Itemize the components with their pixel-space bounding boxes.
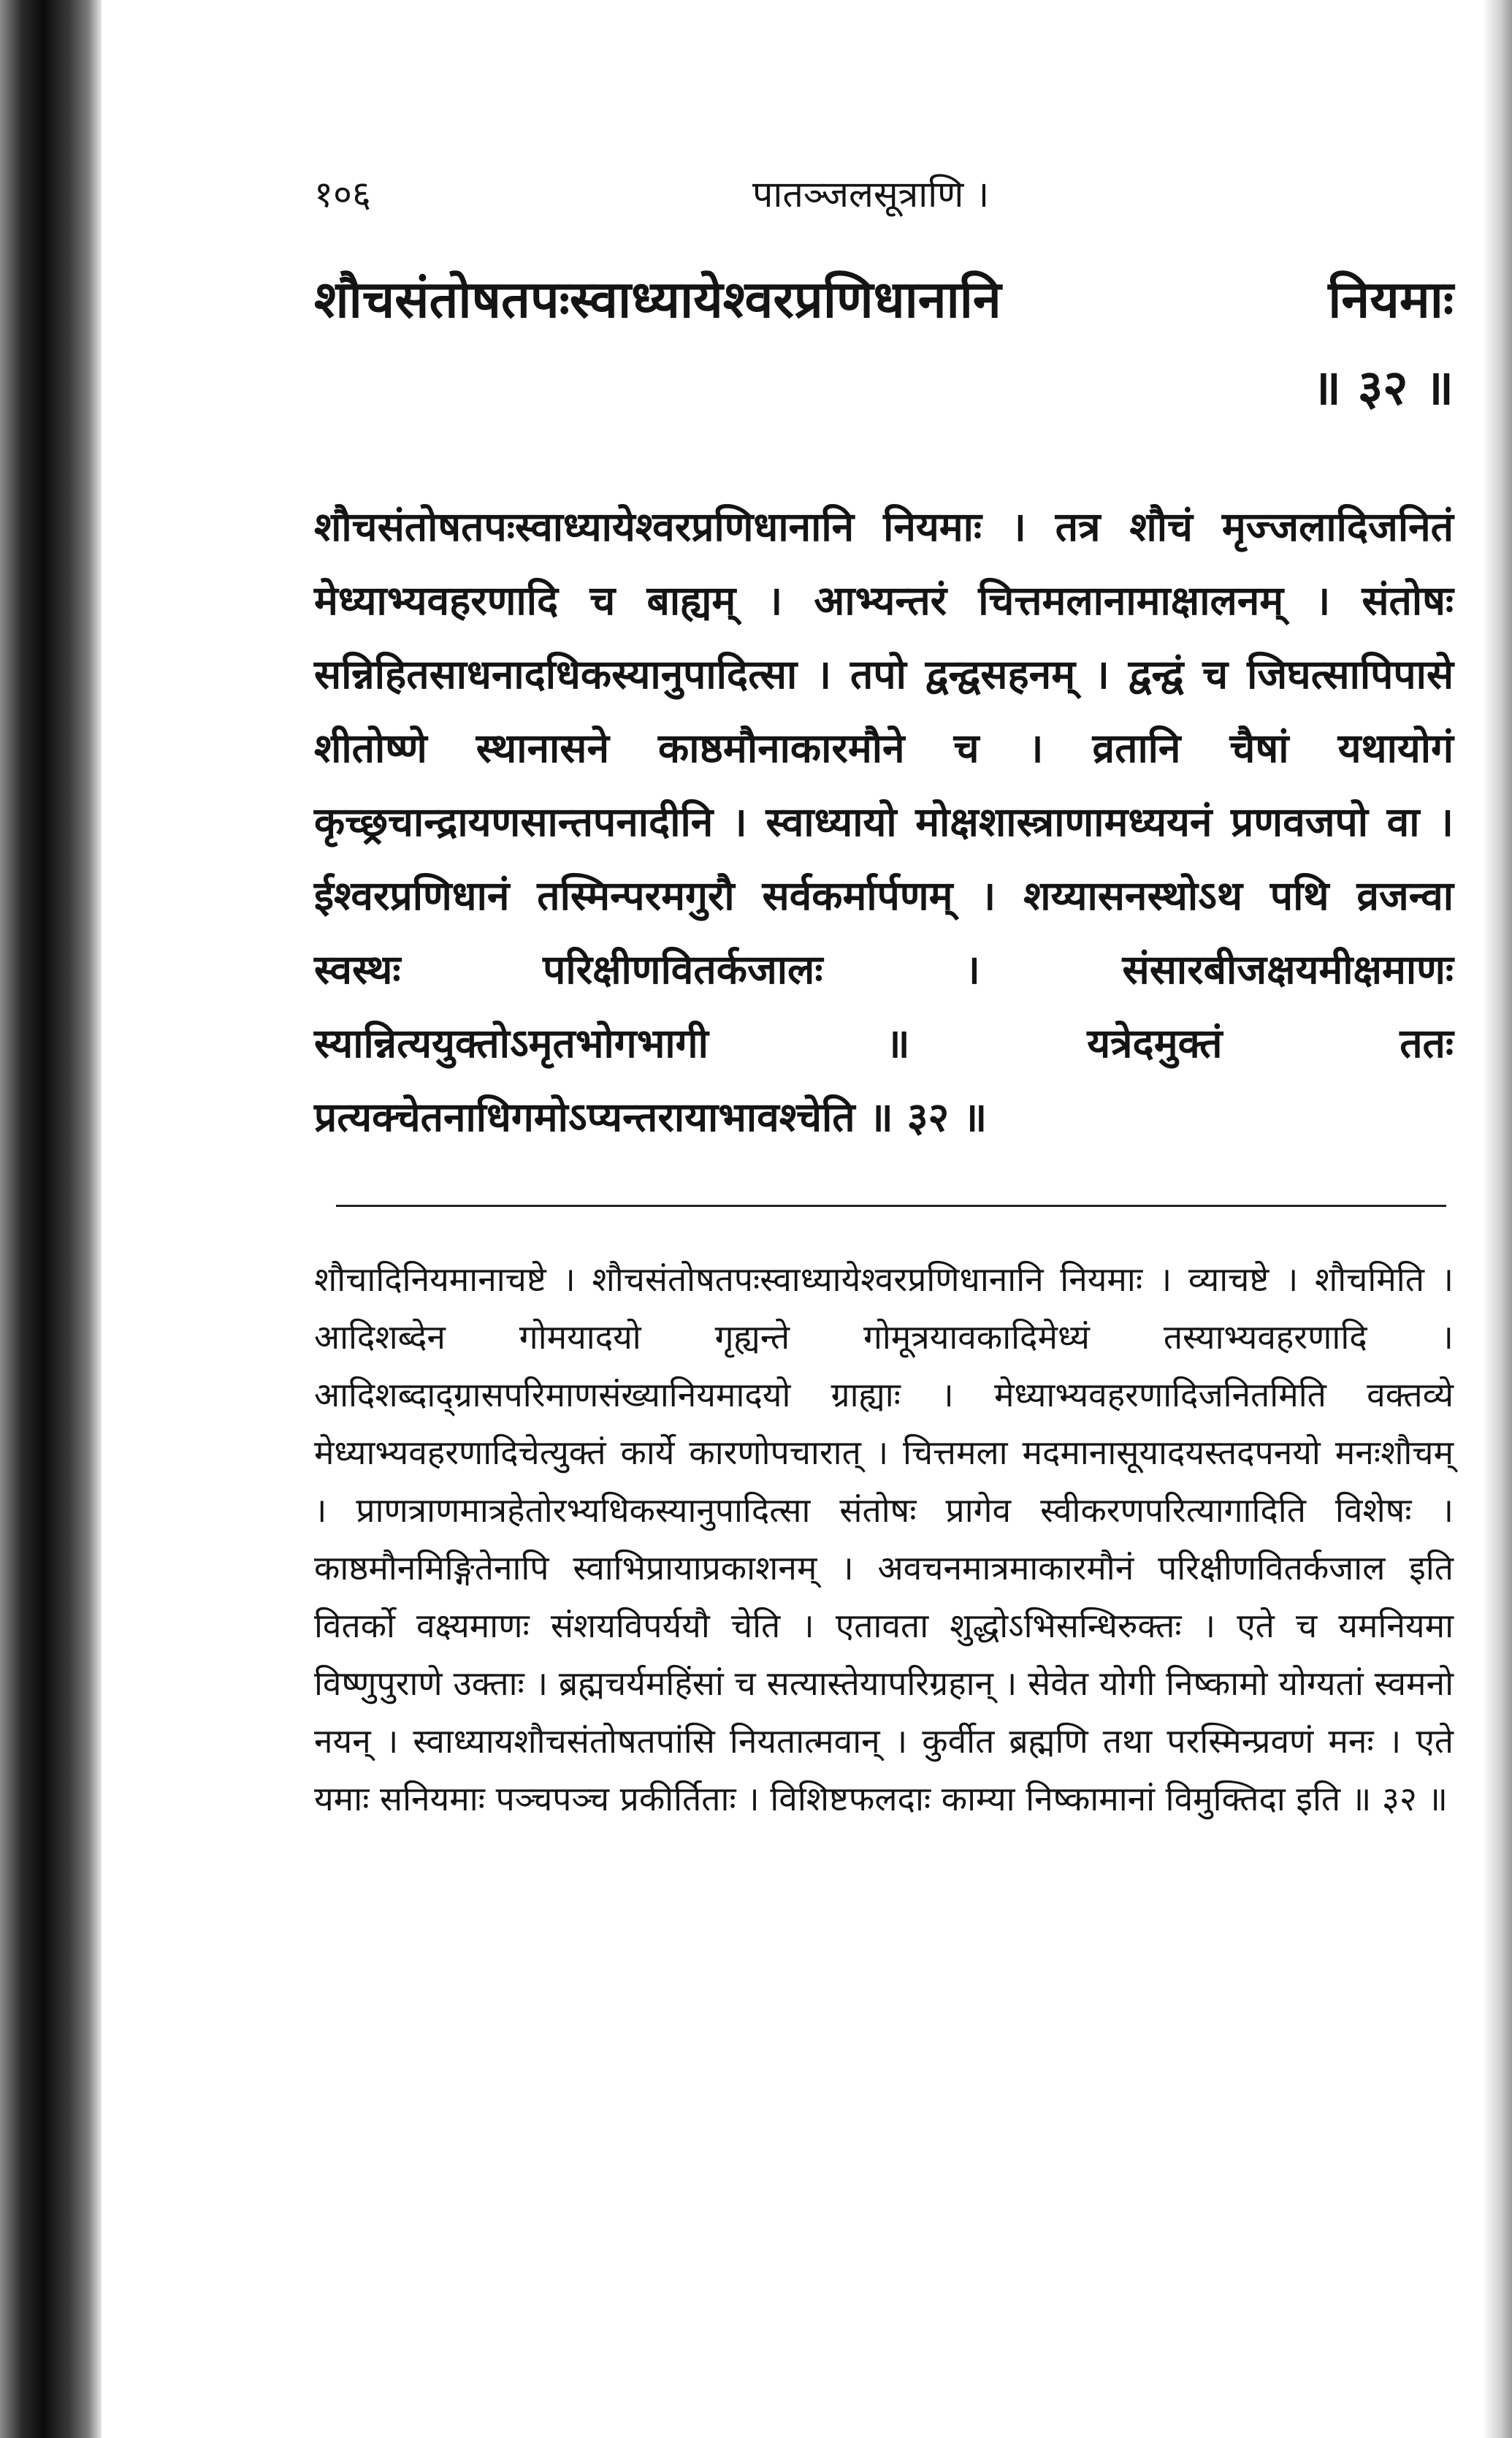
sutra-text-left: शौचसंतोषतपःस्वाध्यायेश्वरप्रणिधानानि [314, 269, 1001, 329]
sutra-text [314, 256, 1454, 343]
scan-binding-edge [0, 0, 102, 2438]
subcommentary-paragraph: शौचादिनियमानाचष्टे । शौचसंतोषतपःस्वाध्यायेश्वरप्रणिधानानि नियमाः । व्याचष्टे । शौचमिति । आदिशब्देन गोमयादयो गृह्यन्ते गोमूत्रयावकादिमेध्यं तस्याभ्यवहरणादि । आदिशब्दाद्ग्रासपरिमाणसंख्यानियमादयो ग्राह्याः । मेध्याभ्यवहरणादिजनितमिति वक्तव्ये मेध्याभ्यवहरणादिचेत्युक्तं कार्ये कारणोपचारात् । चित्तमला मदमानासूयादयस्तदपनयो मनःशौचम् । प्राणत्राणमात्रहेतोरभ्यधिकस्यानुपादित्सा संतोषः प्रागेव स्वीकरणपरित्यागादिति विशेषः । काष्ठमौनमिङ्गितेनापि स्वाभिप्रायाप्रकाशनम् । अवचनमात्रमाकारमौनं परिक्षीणवितर्कजाल इति वितर्को वक्ष्यमाणः संशयविपर्ययौ चेति । एतावता शुद्धोऽभिसन्धिरुक्तः । एते च यमनियमा विष्णुपुराणे उक्ताः । ब्रह्मचर्यमहिंसां च सत्यास्तेयापरिग्रहान् । सेवेत योगी निष्कामो योग्यतां स्वमनो नयन् । स्वाध्यायशौचसंतोषतपांसि नियतात्मवान् । कुर्वीत ब्रह्मणि तथा परस्मिन्प्रवणं मनः । एते यमाः सनियमाः पञ्चपञ्च प्रकीर्तिताः । विशिष्टफलदाः काम्या निष्कामानां विमुक्तिदा इति ॥ ३२ ॥ [314, 1260, 1454, 1818]
sutra-text-right: नियमाः [1328, 269, 1454, 329]
page-number: १०६ [314, 173, 371, 216]
running-head [314, 168, 1454, 234]
running-title: पातञ्जलसूत्राणि । [752, 173, 990, 216]
section-divider [336, 1205, 1446, 1207]
page-content [314, 168, 1454, 1828]
scan-right-edge [1483, 0, 1512, 2438]
sutra-number: ॥ ३२ ॥ [1312, 359, 1454, 416]
commentary-paragraph: शौचसंतोषतपःस्वाध्यायेश्वरप्रणिधानानि नियमाः । तत्र शौचं मृज्जलादिजनितं मेध्याभ्यवहरणादि च बाह्यम् । आभ्यन्तरं चित्तमलानामाक्षालनम् । संतोषः सन्निहितसाधनादधिकस्यानुपादित्सा । तपो द्वन्द्वसहनम् । द्वन्द्वं च जिघत्सापिपासे शीतोष्णे स्थानासने काष्ठमौनाकारमौने च । व्रतानि चैषां यथायोगं कृच्छ्रचान्द्रायणसान्तपनादीनि । स्वाध्यायो मोक्षशास्त्राणामध्ययनं प्रणवजपो वा । ईश्वरप्रणिधानं तस्मिन्परमगुरौ सर्वकर्मार्पणम् । शय्यासनस्थोऽथ पथि व्रजन्वा स्वस्थः परिक्षीणवितर्कजालः । संसारबीजक्षयमीक्षमाणः स्यान्नित्ययुक्तोऽमृतभोगभागी ॥ यत्रेदमुक्तं ततः प्रत्यक्चेतनाधिगमोऽप्यन्तरायाभावश्चेति ॥ ३२ ॥ [314, 503, 1454, 1140]
